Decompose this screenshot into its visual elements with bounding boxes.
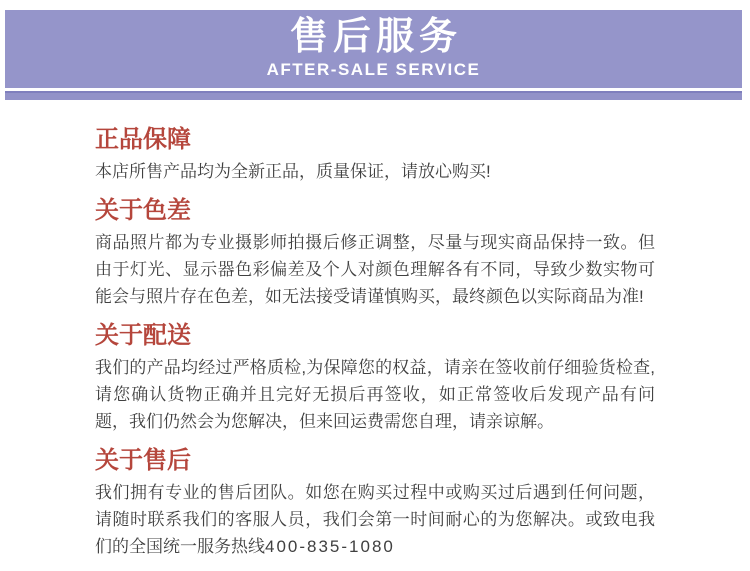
banner-title: 售后服务 <box>289 15 462 58</box>
hotline-number: 400-835-1080 <box>265 537 395 556</box>
section-body-color-difference: 商品照片都为专业摄影师拍摄后修正调整，尽量与现实商品保持一致。但由于灯光、显示器色彩偏差及个人对颜色理解各有不同，导致少数实物可能会与照片存在色差，如无法接受请谨慎购买，最终颜色以实际商品为准! <box>95 233 655 306</box>
banner-divider-strip <box>5 91 742 100</box>
section-heading-authenticity: 正品保障 <box>95 126 191 153</box>
banner-subtitle: AFTER-SALE SERVICE <box>266 60 481 80</box>
section-heading-color-difference: 关于色差 <box>95 197 191 224</box>
after-sale-text: 我们拥有专业的售后团队。如您在购买过程中或购买过后遇到任何问题，请随时联系我们的客服人员，我们会第一时间耐心的为您解决。或致电我们的全国统一服务热线 <box>95 483 655 556</box>
after-sale-banner <box>5 10 742 88</box>
section-heading-after-sale: 关于售后 <box>95 447 191 474</box>
section-authenticity-guarantee <box>95 127 655 185</box>
section-color-difference <box>95 198 655 310</box>
section-heading-delivery: 关于配送 <box>95 322 191 349</box>
section-after-sale <box>95 448 655 560</box>
section-body-authenticity: 本店所售产品均为全新正品，质量保证，请放心购买! <box>95 162 491 181</box>
section-body-after-sale <box>95 479 655 560</box>
section-body-delivery: 我们的产品均经过严格质检,为保障您的权益，请亲在签收前仔细验货检查,请您确认货物正确并且完好无损后再签收，如正常签收后发现产品有问题，我们仍然会为您解决，但来回运费需您自理，请亲谅解。 <box>95 358 655 431</box>
section-delivery <box>95 323 655 435</box>
content-area <box>0 100 750 560</box>
